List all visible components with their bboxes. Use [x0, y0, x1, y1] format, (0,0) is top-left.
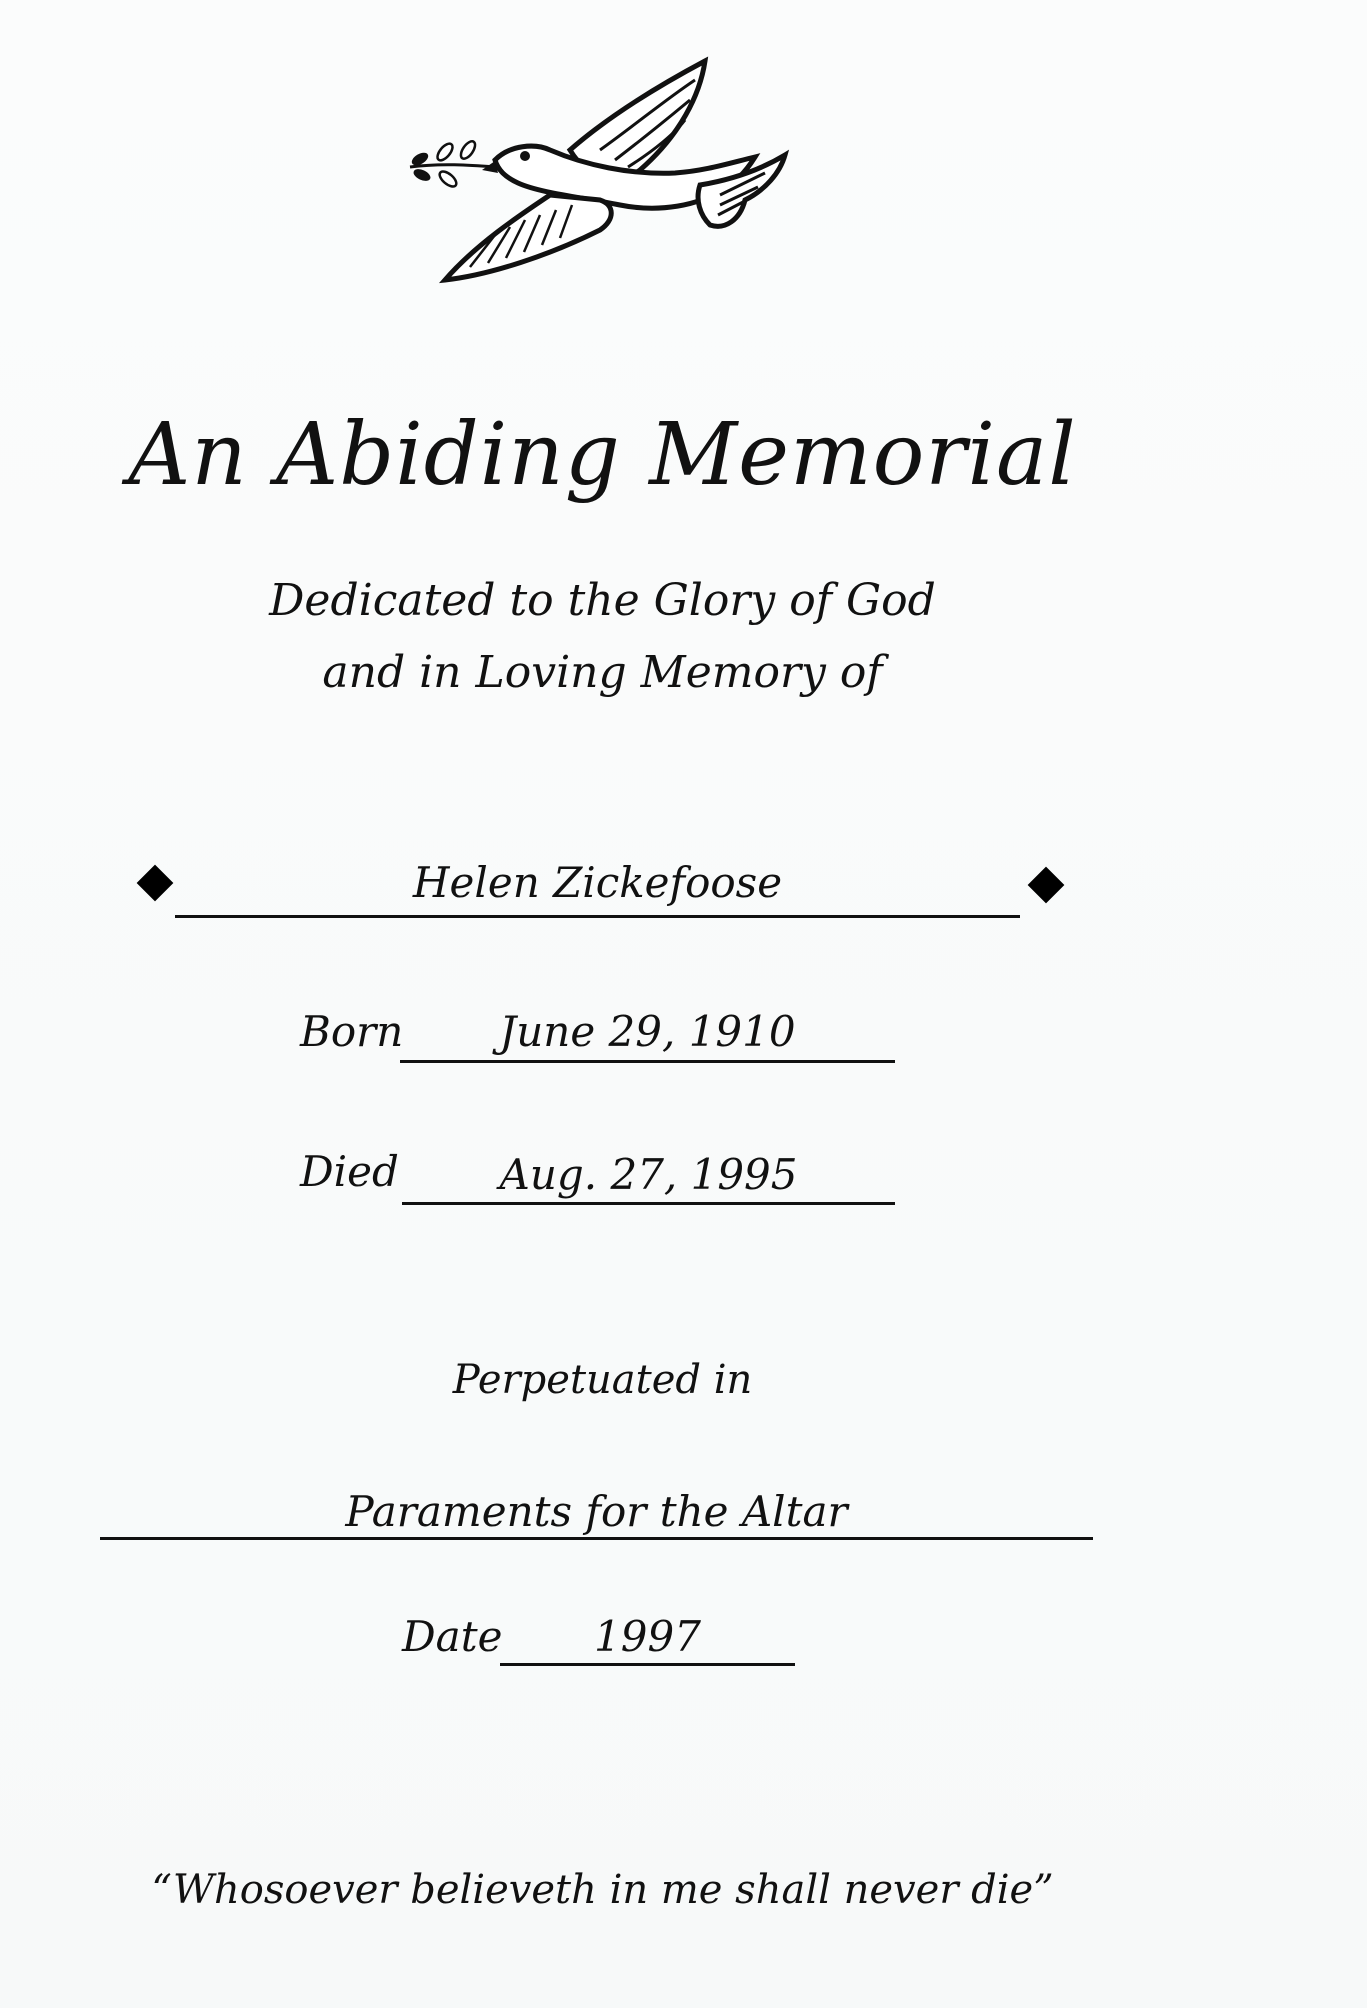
- memorial-name: Helen Zickefoose: [412, 858, 783, 907]
- date-value: 1997: [594, 1612, 701, 1661]
- left-diamond-ornament: [137, 865, 174, 902]
- born-underline: [400, 1060, 895, 1063]
- dove-icon: [400, 55, 805, 295]
- perpetuated-label: Perpetuated in: [452, 1357, 753, 1403]
- dedication-line-2: and in Loving Memory of: [322, 647, 883, 698]
- date-underline: [500, 1663, 795, 1666]
- dedication-line-1: Dedicated to the Glory of God: [269, 575, 936, 626]
- page-title: An Abiding Memorial: [128, 405, 1077, 505]
- perpetuated-underline: [100, 1537, 1093, 1540]
- died-value: Aug. 27, 1995: [499, 1150, 798, 1199]
- date-label: Date: [402, 1612, 503, 1661]
- scripture-quote: “Whosoever believeth in me shall never die”: [151, 1867, 1054, 1913]
- perpetuated-value: Paraments for the Altar: [345, 1487, 848, 1536]
- name-underline: [175, 915, 1020, 918]
- died-underline: [402, 1202, 895, 1205]
- right-diamond-ornament: [1028, 867, 1065, 904]
- born-value: June 29, 1910: [499, 1007, 796, 1056]
- died-label: Died: [300, 1147, 399, 1196]
- born-label: Born: [300, 1007, 404, 1056]
